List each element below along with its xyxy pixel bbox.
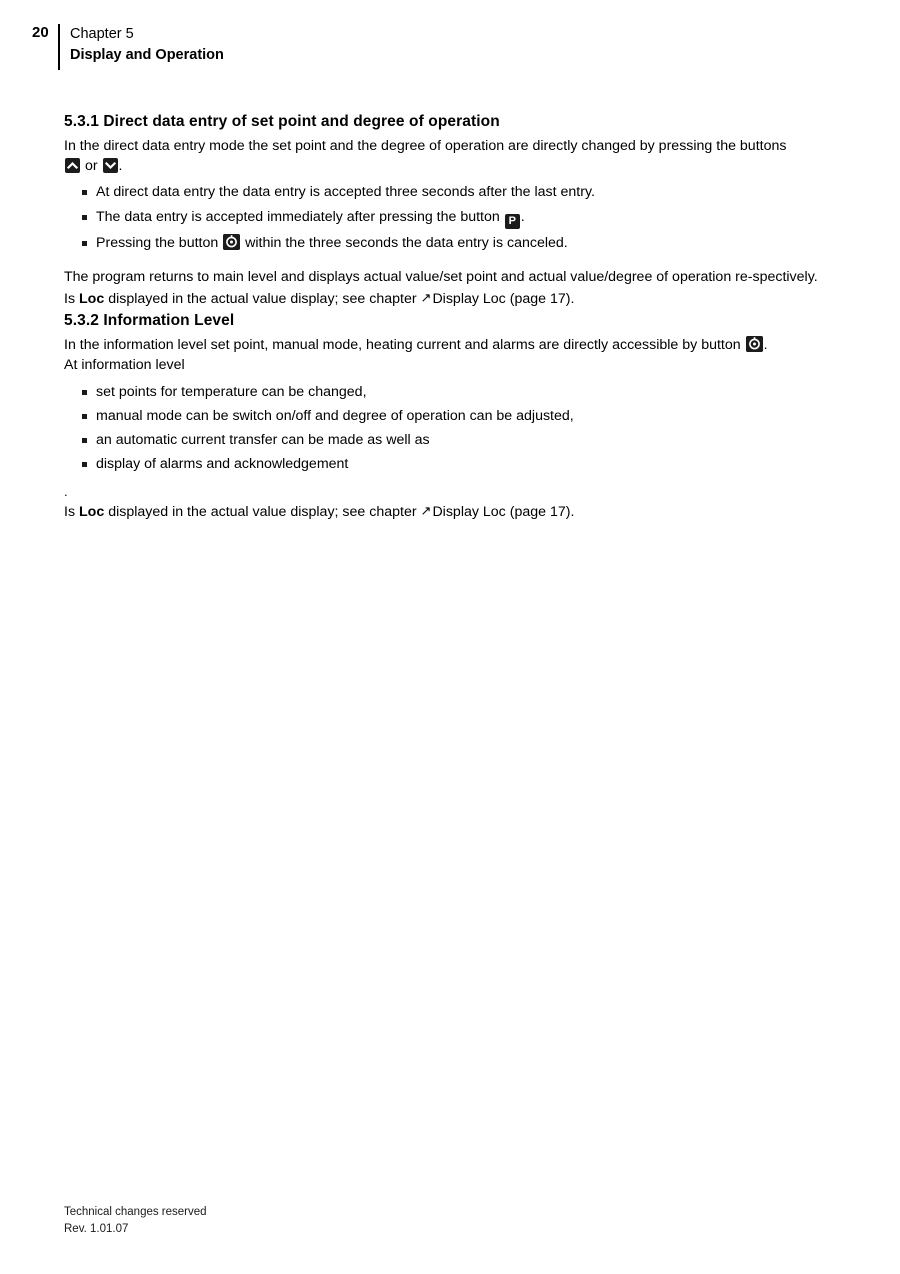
list-item — [82, 182, 824, 202]
section-531-bullet-list — [64, 182, 824, 252]
section-532-loc-line — [64, 502, 824, 522]
section-532-intro-line2: At information level — [64, 357, 185, 374]
bullet-text: Pressing the button — [96, 234, 219, 251]
list-item — [82, 207, 824, 229]
section-532-intro-text: In the information level set point, manual mode, heating current and alarms are directly accessible by button — [64, 337, 741, 354]
external-link-arrow-icon: ↗ — [420, 502, 432, 518]
loc-line-after: . — [570, 503, 575, 520]
loc-line-middle: displayed in the actual value display; see chapter — [108, 290, 417, 307]
bullet-text-after: . — [520, 208, 525, 225]
external-link-arrow-icon: ↗ — [420, 289, 432, 305]
page-number: 20 — [32, 24, 49, 41]
section-531-intro-text: In the direct data entry mode the set point and the degree of operation are directly changed by pressing the buttons — [64, 138, 787, 155]
chevron-up-key-icon — [65, 158, 80, 173]
section-heading-532: 5.3.2 Information Level — [64, 312, 235, 330]
list-item — [82, 454, 824, 474]
section-532-intro — [64, 335, 824, 355]
bullet-text: At direct data entry the data entry is accepted three seconds after the last entry. — [96, 184, 595, 201]
loc-cross-reference-link[interactable]: Display Loc (page 17) — [432, 503, 571, 520]
footer-line-revision: Rev. 1.01.07 — [64, 1222, 129, 1235]
bullet-text-after: within the three seconds the data entry is canceled. — [245, 234, 568, 251]
bullet-text: display of alarms and acknowledgement — [96, 456, 349, 472]
loc-keyword: Loc — [79, 290, 105, 307]
page-footer — [64, 1204, 207, 1239]
bullet-text: The data entry is accepted immediately after pressing the button — [96, 208, 500, 225]
bullet-text: manual mode can be switch on/off and degree of operation can be adjusted, — [96, 407, 574, 424]
gear-key-icon — [223, 234, 240, 250]
section-531-loc-line — [64, 289, 824, 309]
gear-key-icon — [746, 336, 763, 352]
loc-cross-reference-link[interactable]: Display Loc (page 17) — [432, 290, 571, 307]
page-content — [64, 112, 824, 524]
loc-line-before: Is — [64, 503, 76, 520]
list-item — [82, 382, 824, 402]
header-text-block — [70, 24, 224, 64]
header-title-label: Display and Operation — [70, 47, 224, 64]
page-header — [32, 24, 842, 70]
header-divider — [58, 24, 60, 70]
section-531-paragraph: The program returns to main level and displays actual value/set point and actual value/degree of operation re-spectively. — [64, 268, 818, 285]
spacer — [64, 257, 824, 267]
bullet-text: set points for temperature can be changed, — [96, 383, 367, 400]
section-531-intro-end: . — [118, 158, 123, 175]
loc-line-after: . — [570, 290, 575, 307]
loc-keyword: Loc — [79, 503, 105, 520]
section-532-intro-end: . — [763, 337, 768, 354]
section-531-intro — [64, 136, 824, 176]
p-key-icon: P — [505, 214, 520, 229]
chevron-down-key-icon — [103, 158, 118, 173]
bullet-text: an automatic current transfer can be made as well as — [96, 431, 430, 448]
list-item — [82, 430, 824, 450]
list-item — [82, 406, 824, 426]
header-chapter-label: Chapter 5 — [70, 26, 134, 42]
section-heading-531: 5.3.1 Direct data entry of set point and degree of operation — [64, 113, 500, 130]
list-item — [82, 233, 824, 253]
loc-line-middle: displayed in the actual value display; see chapter — [108, 503, 417, 520]
section-532-bullet-list — [64, 382, 824, 475]
stray-period: . — [64, 484, 68, 500]
section-531-or-label: or — [84, 158, 98, 175]
loc-line-before: Is — [64, 290, 76, 307]
footer-line-technical-changes: Technical changes reserved — [64, 1205, 207, 1218]
